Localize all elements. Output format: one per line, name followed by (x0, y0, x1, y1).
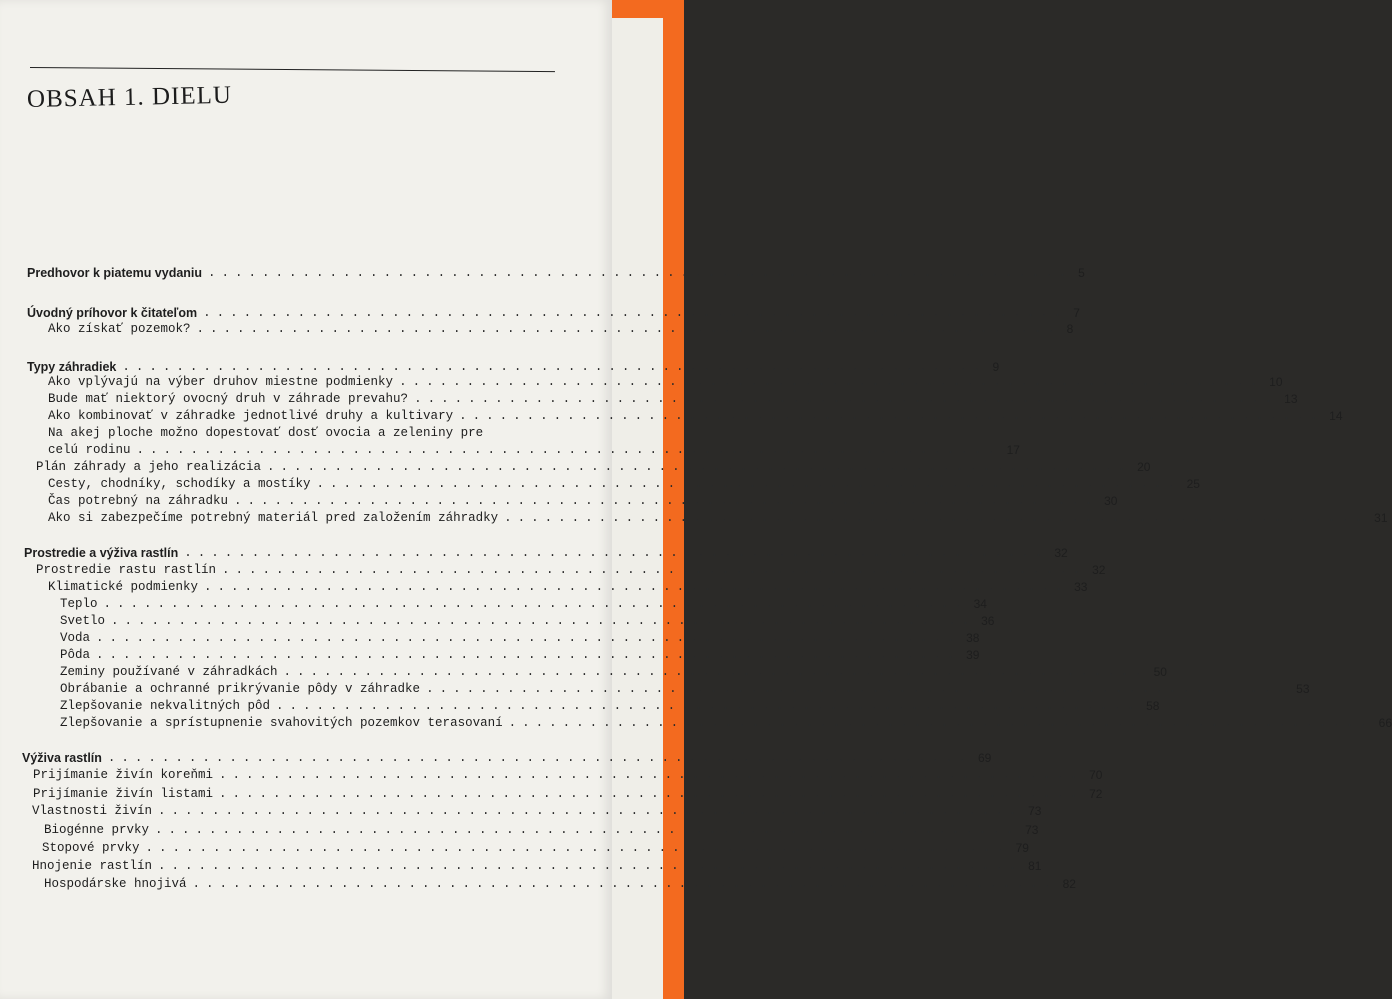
toc-page-number: 8 (1066, 322, 1074, 336)
toc-page-number: 9 (992, 360, 1000, 374)
toc-entry (32, 803, 1042, 819)
toc-entry-text: Prostredie a výživa rastlín (24, 546, 179, 560)
toc-entry (60, 698, 1160, 714)
toc-entry-text: Prijímanie živín listami (33, 787, 214, 801)
toc-entry (24, 545, 1068, 561)
toc-entry (48, 408, 1343, 424)
toc-page-number: 30 (1104, 494, 1118, 508)
toc-entry-text: Predhovor k piatemu vydaniu (27, 266, 203, 280)
leader-dots: ................................................................ (234, 494, 1099, 508)
leader-dots: ................................................................ (145, 841, 1010, 855)
leader-dots: ................................................................ (399, 375, 1264, 389)
toc-page-number: 73 (1025, 823, 1039, 837)
toc-entry-text: Cesty, chodníky, schodíky a mostíky (48, 477, 311, 491)
toc-entry-text: Bude mať niektorý ovocný druh v záhrade prevahu? (48, 392, 409, 406)
toc-entry (22, 750, 992, 766)
leader-dots: ................................................................ (184, 546, 1049, 560)
toc-entry (48, 391, 1298, 407)
toc-entry (36, 459, 1151, 475)
toc-page-number: 32 (1054, 546, 1068, 560)
toc-page-number: 50 (1153, 665, 1167, 679)
toc-entry (60, 715, 1392, 731)
toc-entry-text: Voda (60, 631, 91, 645)
leader-dots: ................................................................ (107, 751, 972, 765)
leader-dots: ................................................................ (426, 682, 1291, 696)
leader-dots: ................................................................ (96, 648, 961, 662)
toc-entry-text: celú rodinu (48, 443, 131, 457)
toc-entry-text: Výživa rastlín (22, 751, 102, 765)
toc-entry-text: Úvodný príhovor k čitateľom (27, 306, 198, 320)
leader-dots: ................................................................ (508, 716, 1373, 730)
toc-page-number: 73 (1028, 804, 1042, 818)
leader-dots: ................................................................ (192, 877, 1057, 891)
toc-entry-text: Na akej ploche možno dopestovať dosť ovocia a zeleniny pre (48, 426, 484, 440)
toc-entry-text: Ako si zabezpečíme potrebný materiál pred založením záhradky (48, 511, 499, 525)
toc-page-number: 82 (1062, 877, 1076, 891)
toc-page-number: 20 (1137, 460, 1151, 474)
toc-entry-text: Vlastnosti živín (32, 804, 153, 818)
toc-entry-text: Ako získať pozemok? (48, 322, 191, 336)
toc-entry-text: Typy záhradiek (27, 360, 117, 374)
leader-dots: ................................................................ (283, 665, 1148, 679)
toc-entry (48, 321, 1074, 337)
toc-entry (48, 493, 1118, 509)
leader-dots: ................................................................ (122, 360, 987, 374)
toc-entry-text: Pôda (60, 648, 91, 662)
toc-page-number: 33 (1074, 580, 1088, 594)
toc-page-number: 66 (1378, 716, 1392, 730)
page-title: OBSAH 1. DIELU (26, 81, 233, 113)
leader-dots: ................................................................ (219, 768, 1084, 782)
toc-entry (60, 613, 995, 629)
leader-dots: ................................................................ (158, 859, 1023, 873)
toc-entry (48, 510, 1388, 526)
toc-entry-text: Hnojenie rastlín (32, 859, 153, 873)
leader-dots: ................................................................ (96, 631, 961, 645)
toc-entry (48, 476, 1200, 492)
toc-entry-text: Prijímanie živín koreňmi (33, 768, 214, 782)
toc-page-number: 31 (1374, 511, 1388, 525)
toc-entry (32, 858, 1042, 874)
toc-page-number: 58 (1146, 699, 1160, 713)
toc-entry (60, 596, 987, 612)
toc-entry (60, 647, 980, 663)
toc-entry-text: Plán záhrady a jeho realizácia (36, 460, 262, 474)
toc-page-number: 39 (966, 648, 980, 662)
leader-dots: ................................................................ (267, 460, 1132, 474)
leader-dots: ................................................................ (158, 804, 1023, 818)
toc-entry (60, 664, 1167, 680)
toc-page-number: 69 (977, 751, 992, 765)
toc-page-number: 5 (1078, 266, 1085, 280)
leader-dots: ................................................................ (219, 787, 1084, 801)
toc-page-number: 79 (1015, 841, 1029, 855)
toc-entry (48, 442, 1020, 458)
toc-entry-text: Biogénne prvky (44, 823, 150, 837)
toc-entry (44, 876, 1076, 892)
toc-entry-text: Klimatické podmienky (48, 580, 199, 594)
toc-entry (48, 579, 1088, 595)
toc-entry-text: Obrábanie a ochranné prikrývanie pôdy v záhradke (60, 682, 421, 696)
leader-dots: ................................................................ (196, 322, 1061, 336)
leader-dots: ................................................................ (136, 443, 1001, 457)
toc-page-number: 38 (966, 631, 980, 645)
toc-entry (48, 425, 560, 441)
toc-page-number: 32 (1092, 563, 1106, 577)
leader-dots: ................................................................ (504, 511, 1369, 525)
toc-entry (27, 359, 1000, 375)
toc-entry-text: Teplo (60, 597, 98, 611)
toc-page-number: 7 (1073, 306, 1080, 320)
toc-entry-text: Zlepšovanie a sprístupnenie svahovitých pozemkov terasovaní (60, 716, 503, 730)
leader-dots: ................................................................ (111, 614, 976, 628)
toc-entry-text: Zlepšovanie nekvalitných pôd (60, 699, 271, 713)
toc-entry-text: Prostredie rastu rastlín (36, 563, 217, 577)
toc-entry-text: Stopové prvky (42, 841, 140, 855)
toc-entry-text: Ako kombinovať v záhradke jednotlivé druhy a kultivary (48, 409, 454, 423)
toc-entry (60, 630, 980, 646)
leader-dots: ................................................................ (316, 477, 1181, 491)
toc-entry (27, 265, 1085, 281)
toc-page-number: 70 (1089, 768, 1103, 782)
toc-entry (48, 374, 1283, 390)
leader-dots: ................................................................ (459, 409, 1324, 423)
toc-page-number: 13 (1284, 392, 1298, 406)
leader-dots: ................................................................ (204, 580, 1069, 594)
toc-entry (27, 305, 1080, 321)
toc-entry (33, 786, 1103, 802)
toc-entry-text: Ako vplývajú na výber druhov miestne podmienky (48, 375, 394, 389)
leader-dots: ................................................................ (222, 563, 1087, 577)
toc-entry-text: Zeminy používané v záhradkách (60, 665, 278, 679)
toc-entry-text: Svetlo (60, 614, 106, 628)
leader-dots: ................................................................ (276, 699, 1141, 713)
leader-dots: ................................................................ (208, 266, 1073, 280)
leader-dots: ................................................................ (103, 597, 968, 611)
toc-entry (60, 681, 1310, 697)
toc-page-number: 14 (1329, 409, 1343, 423)
toc-entry (36, 562, 1106, 578)
leader-dots: ................................................................ (203, 306, 1068, 320)
toc-page-number: 25 (1186, 477, 1200, 491)
toc-entry-text: Čas potrebný na záhradku (48, 494, 229, 508)
toc-page-number: 53 (1296, 682, 1310, 696)
toc-page-number: 10 (1269, 375, 1283, 389)
leader-dots: ................................................................ (155, 823, 1020, 837)
toc-entry (33, 767, 1103, 783)
toc-page-number: 36 (981, 614, 995, 628)
toc-entry (44, 822, 1039, 838)
toc-page-number: 81 (1028, 859, 1042, 873)
toc-entry (42, 840, 1029, 856)
leader-dots: ................................................................ (414, 392, 1279, 406)
toc-page-number: 17 (1006, 443, 1020, 457)
toc-page-number: 34 (973, 597, 987, 611)
toc-entry-text: Hospodárske hnojivá (44, 877, 187, 891)
toc-page-number: 72 (1089, 787, 1103, 801)
